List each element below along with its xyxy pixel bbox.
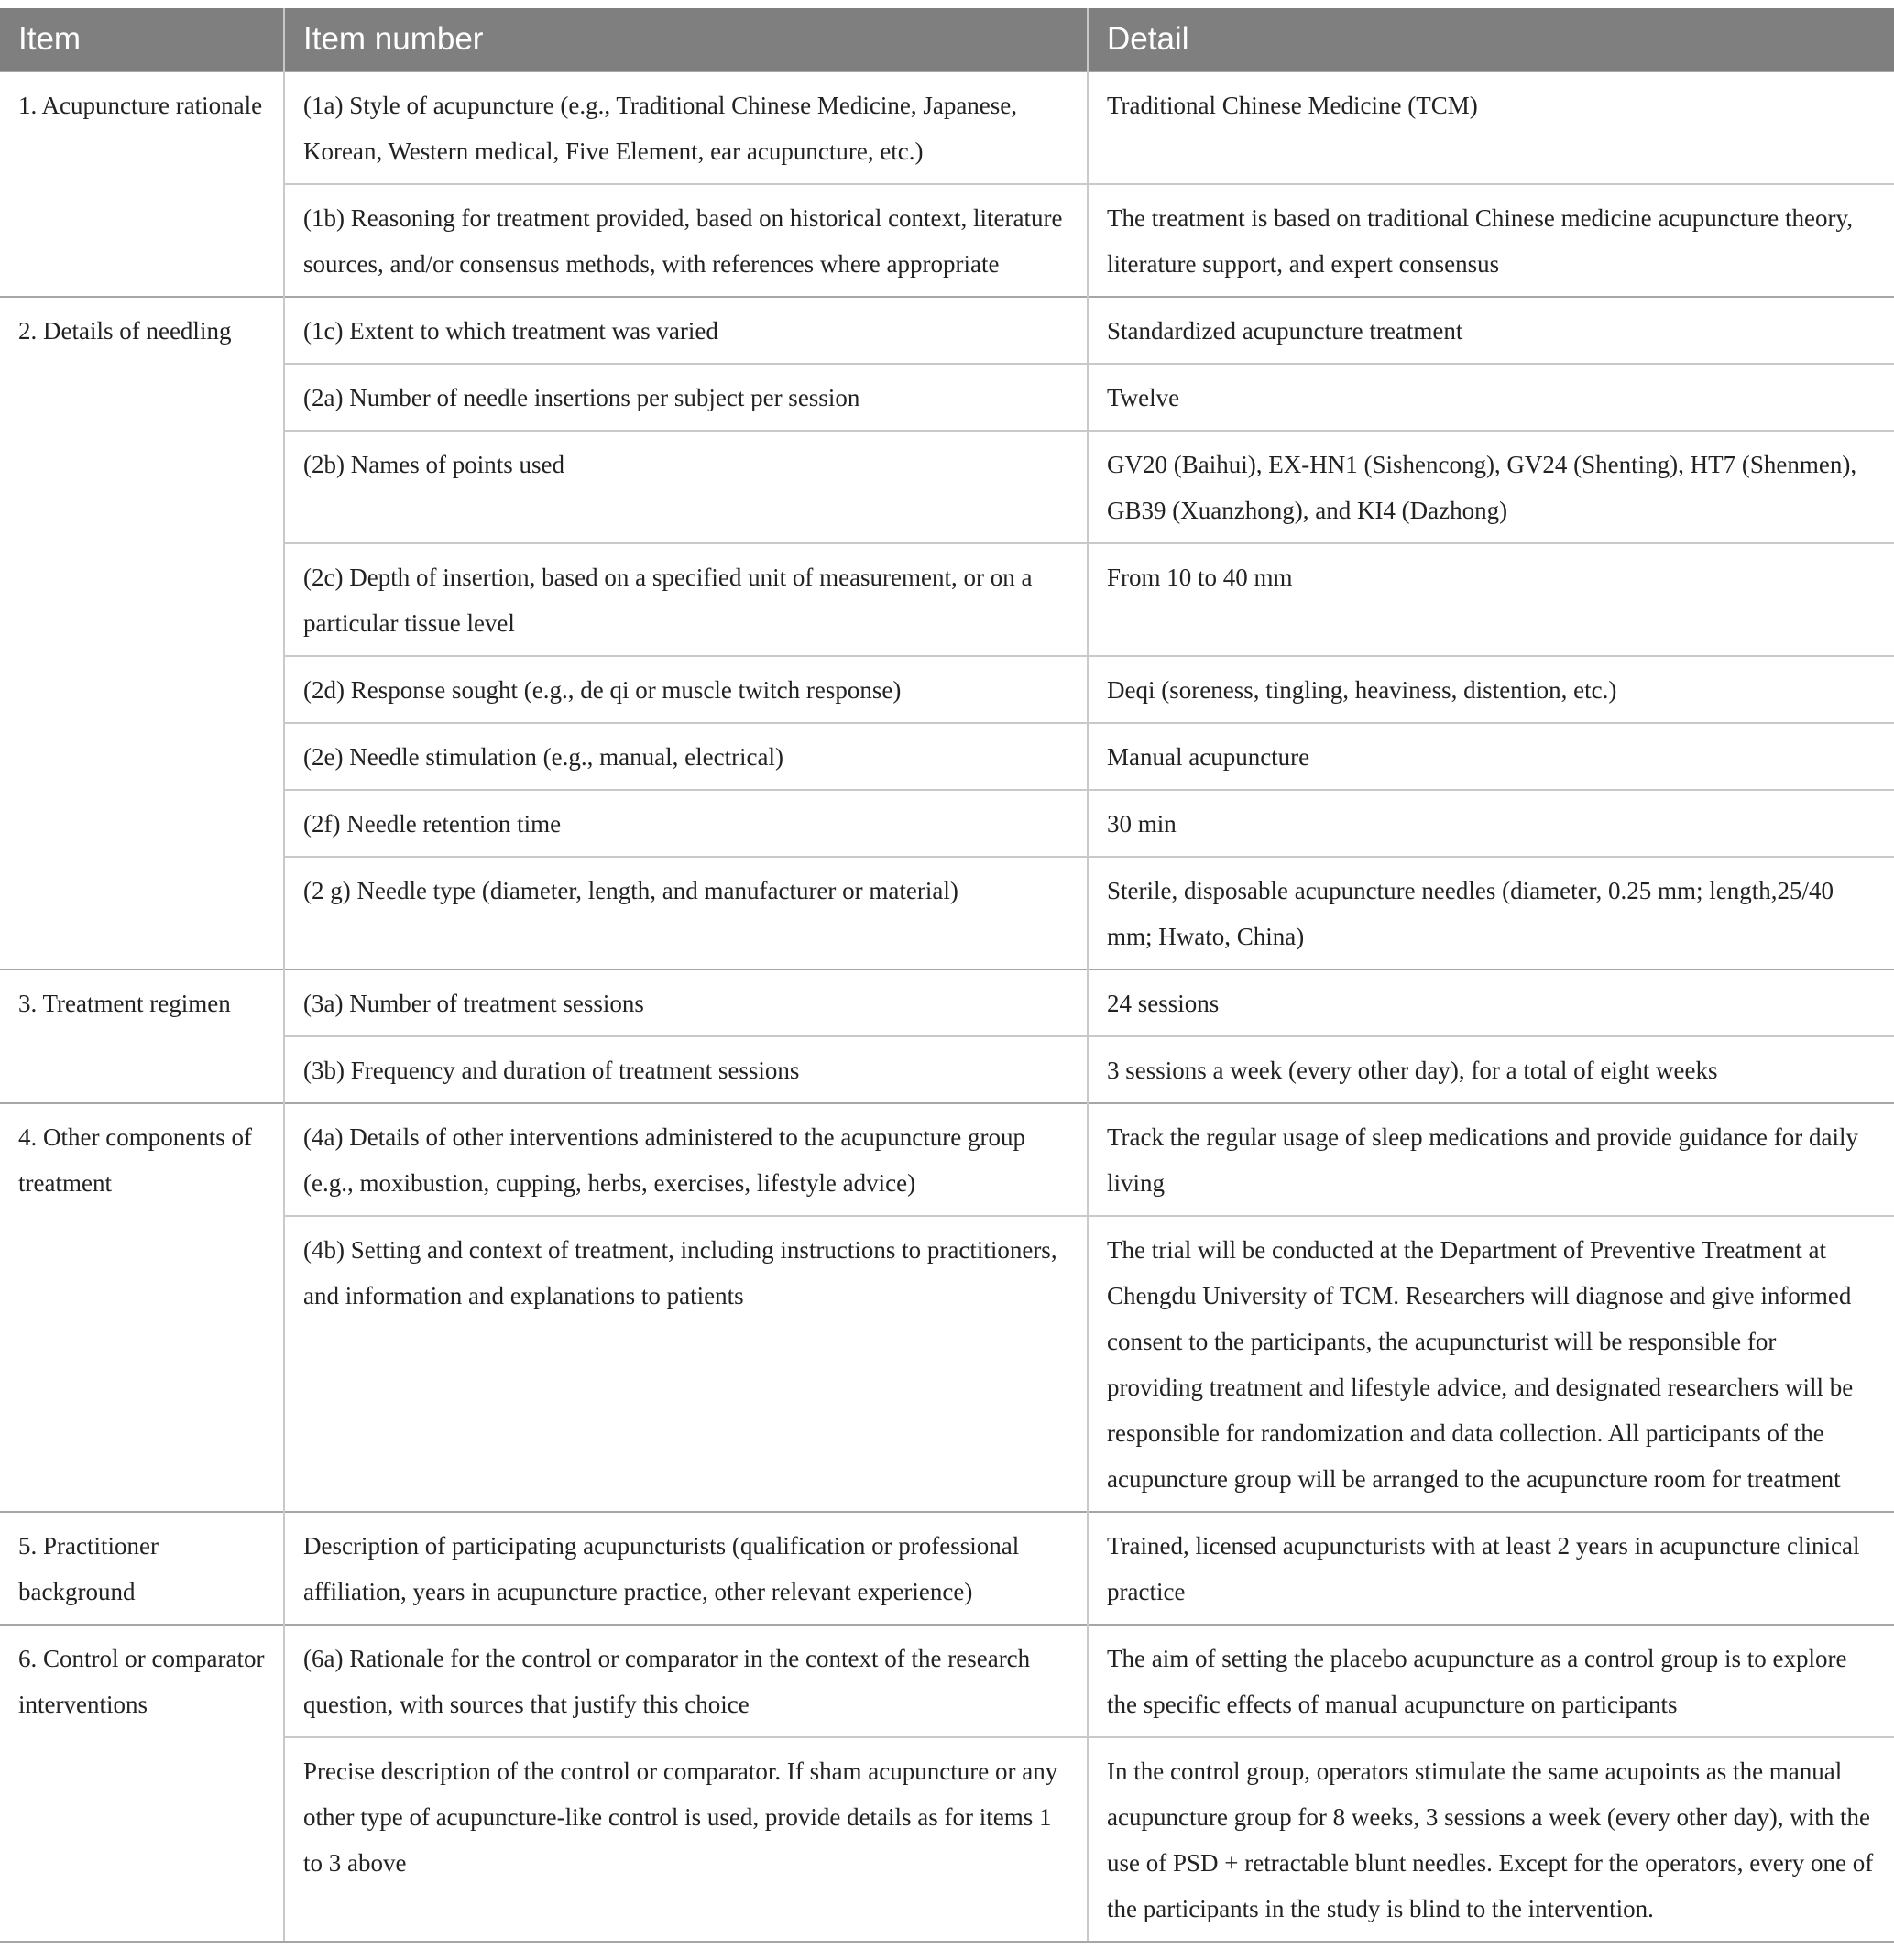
table-row <box>0 1737 1894 1942</box>
detail-cell: Standardized acupuncture treatment <box>1088 297 1894 364</box>
item-cell: 5. Practitioner background <box>0 1512 284 1625</box>
header-detail: Detail <box>1088 8 1894 71</box>
table-row <box>0 184 1894 297</box>
table-row <box>0 297 1894 364</box>
table-row <box>0 1036 1894 1103</box>
detail-cell: Track the regular usage of sleep medications and provide guidance for daily living <box>1088 1103 1894 1216</box>
detail-cell: From 10 to 40 mm <box>1088 543 1894 656</box>
item-number-cell: (4a) Details of other interventions administered to the acupuncture group (e.g., moxibustion, cupping, herbs, exercises, lifestyle advice) <box>284 1103 1088 1216</box>
table-row <box>0 1216 1894 1512</box>
item-number-cell: (2c) Depth of insertion, based on a specified unit of measurement, or on a particular tissue level <box>284 543 1088 656</box>
detail-cell: The aim of setting the placebo acupuncture as a control group is to explore the specific effects of manual acupuncture on participants <box>1088 1625 1894 1737</box>
table-body <box>0 71 1894 1942</box>
stricta-table <box>0 8 1894 1943</box>
item-number-cell: Description of participating acupuncturists (qualification or professional affiliation, years in acupuncture practice, other relevant experience) <box>284 1512 1088 1625</box>
table-header <box>0 8 1894 71</box>
detail-cell: Manual acupuncture <box>1088 723 1894 790</box>
table-row <box>0 969 1894 1036</box>
item-number-cell: (2d) Response sought (e.g., de qi or muscle twitch response) <box>284 656 1088 723</box>
detail-cell: The trial will be conducted at the Department of Preventive Treatment at Chengdu University of TCM. Researchers will diagnose and give informed consent to the participants, the acupuncturist will be responsible for providing treatment and lifestyle advice, and designated researchers will be responsible for randomization and data collection. All participants of the acupuncture group will be arranged to the acupuncture room for treatment <box>1088 1216 1894 1512</box>
table-row <box>0 364 1894 431</box>
detail-cell: Trained, licensed acupuncturists with at least 2 years in acupuncture clinical practice <box>1088 1512 1894 1625</box>
item-number-cell: (2a) Number of needle insertions per subject per session <box>284 364 1088 431</box>
item-cell: 3. Treatment regimen <box>0 969 284 1103</box>
header-item-number: Item number <box>284 8 1088 71</box>
table-row <box>0 543 1894 656</box>
table-row <box>0 1512 1894 1625</box>
stricta-table-container <box>0 8 1894 1943</box>
item-number-cell: (2f) Needle retention time <box>284 790 1088 857</box>
header-row <box>0 8 1894 71</box>
item-number-cell: (3b) Frequency and duration of treatment sessions <box>284 1036 1088 1103</box>
item-number-cell: (3a) Number of treatment sessions <box>284 969 1088 1036</box>
table-row <box>0 723 1894 790</box>
detail-cell: 3 sessions a week (every other day), for a total of eight weeks <box>1088 1036 1894 1103</box>
item-number-cell: (2b) Names of points used <box>284 431 1088 543</box>
detail-cell: Twelve <box>1088 364 1894 431</box>
item-cell: 1. Acupuncture rationale <box>0 71 284 297</box>
detail-cell: 30 min <box>1088 790 1894 857</box>
detail-cell: The treatment is based on traditional Chinese medicine acupuncture theory, literature support, and expert consensus <box>1088 184 1894 297</box>
detail-cell: GV20 (Baihui), EX-HN1 (Sishencong), GV24 (Shenting), HT7 (Shenmen), GB39 (Xuanzhong), and KI4 (Dazhong) <box>1088 431 1894 543</box>
detail-cell: Sterile, disposable acupuncture needles (diameter, 0.25 mm; length,25/40 mm; Hwato, China) <box>1088 857 1894 969</box>
detail-cell: Traditional Chinese Medicine (TCM) <box>1088 71 1894 184</box>
table-row <box>0 1103 1894 1216</box>
table-row <box>0 71 1894 184</box>
item-number-cell: (6a) Rationale for the control or comparator in the context of the research question, with sources that justify this choice <box>284 1625 1088 1737</box>
item-cell: 2. Details of needling <box>0 297 284 969</box>
table-row <box>0 656 1894 723</box>
item-number-cell: (1c) Extent to which treatment was varied <box>284 297 1088 364</box>
table-row <box>0 857 1894 969</box>
item-number-cell: (4b) Setting and context of treatment, including instructions to practitioners, and information and explanations to patients <box>284 1216 1088 1512</box>
item-number-cell: (1a) Style of acupuncture (e.g., Traditional Chinese Medicine, Japanese, Korean, Western medical, Five Element, ear acupuncture, etc.) <box>284 71 1088 184</box>
detail-cell: 24 sessions <box>1088 969 1894 1036</box>
item-number-cell: (2e) Needle stimulation (e.g., manual, electrical) <box>284 723 1088 790</box>
item-cell: 4. Other components of treatment <box>0 1103 284 1512</box>
item-number-cell: (1b) Reasoning for treatment provided, based on historical context, literature sources, and/or consensus methods, with references where appropriate <box>284 184 1088 297</box>
table-row <box>0 1625 1894 1737</box>
header-item: Item <box>0 8 284 71</box>
item-number-cell: (2 g) Needle type (diameter, length, and manufacturer or material) <box>284 857 1088 969</box>
table-row <box>0 790 1894 857</box>
item-number-cell: Precise description of the control or comparator. If sham acupuncture or any other type of acupuncture-like control is used, provide details as for items 1 to 3 above <box>284 1737 1088 1942</box>
item-cell: 6. Control or comparator interventions <box>0 1625 284 1942</box>
detail-cell: In the control group, operators stimulate the same acupoints as the manual acupuncture group for 8 weeks, 3 sessions a week (every other day), with the use of PSD + retractable blunt needles. Except for the operators, every one of the participants in the study is blind to the intervention. <box>1088 1737 1894 1942</box>
table-row <box>0 431 1894 543</box>
detail-cell: Deqi (soreness, tingling, heaviness, distention, etc.) <box>1088 656 1894 723</box>
